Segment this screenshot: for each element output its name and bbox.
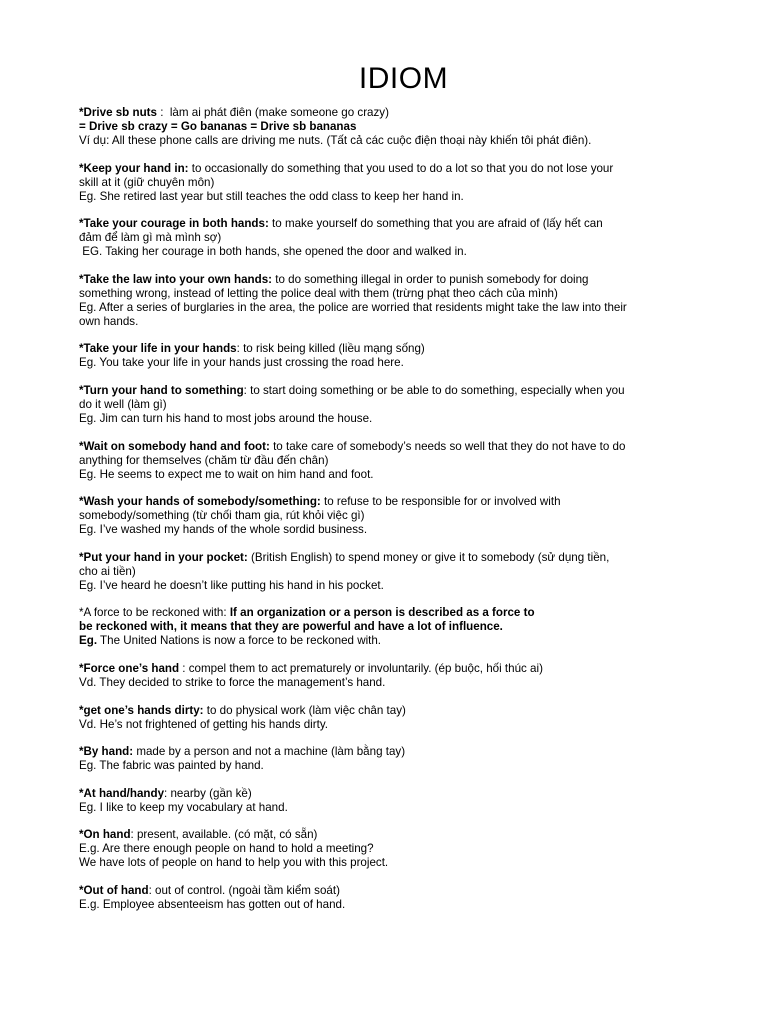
idiom-term: be reckoned with, it means that they are powerful and have a lot of influence. <box>79 620 503 634</box>
idiom-line <box>79 509 708 523</box>
idiom-line <box>79 759 708 773</box>
idiom-line <box>79 134 708 148</box>
idiom-text: Eg. She retired last year but still teaches the odd class to keep her hand in. <box>79 189 464 203</box>
idiom-text: We have lots of people on hand to help you with this project. <box>79 856 389 870</box>
idiom-text: : to risk being killed (liều mạng sống) <box>236 342 425 356</box>
idiom-entry <box>79 704 708 732</box>
idiom-line <box>79 523 708 537</box>
idiom-line <box>79 468 708 482</box>
idiom-line <box>79 828 708 842</box>
idiom-term: *get one’s hands dirty: <box>79 703 204 717</box>
idiom-line <box>79 398 708 412</box>
idiom-entry <box>79 606 708 648</box>
idiom-line <box>79 898 708 912</box>
idiom-line <box>79 273 708 287</box>
idiom-term: *Take your life in your hands <box>79 342 237 356</box>
idiom-line <box>79 162 708 176</box>
idiom-term: *Put your hand in your pocket: <box>79 550 248 564</box>
idiom-term: *Take the law into your own hands: <box>79 272 273 286</box>
idiom-text: to make yourself do something that you are afraid of (lấy hết can <box>268 217 603 231</box>
idiom-text: Eg. I’ve washed my hands of the whole sordid business. <box>79 523 368 537</box>
idiom-text: EG. Taking her courage in both hands, she opened the door and walked in. <box>79 245 467 259</box>
idiom-entry <box>79 745 708 773</box>
idiom-text: own hands. <box>79 314 139 328</box>
idiom-line <box>79 231 708 245</box>
idiom-term: *At hand/handy <box>79 786 165 800</box>
idiom-term: *Out of hand <box>79 883 149 897</box>
idiom-term: *Force one’s hand <box>79 661 180 675</box>
idiom-text: anything for themselves (chăm từ đầu đến chân) <box>79 453 329 467</box>
idiom-entry <box>79 273 708 329</box>
idiom-line <box>79 440 708 454</box>
idiom-term: *Turn your hand to something <box>79 383 244 397</box>
idiom-text: Vd. They decided to strike to force the management’s hand. <box>79 675 386 689</box>
idiom-text: The United Nations is now a force to be reckoned with. <box>97 634 382 648</box>
idiom-text: made by a person and not a machine (làm bằng tay) <box>133 745 406 759</box>
idiom-term: *By hand: <box>79 745 134 759</box>
idiom-line <box>79 315 708 329</box>
idiom-text: to refuse to be responsible for or involved with <box>320 495 561 509</box>
idiom-line <box>79 495 708 509</box>
idiom-term: *On hand <box>79 828 131 842</box>
idiom-term: *Take your courage in both hands: <box>79 217 269 231</box>
idiom-text: to do something illegal in order to punish somebody for doing <box>272 272 589 286</box>
idiom-line <box>79 801 708 815</box>
idiom-text: : present, available. (có mặt, có sẵn) <box>130 828 318 842</box>
idiom-entry <box>79 662 708 690</box>
idiom-text: Eg. Jim can turn his hand to most jobs around the house. <box>79 411 373 425</box>
idiom-text: Eg. The fabric was painted by hand. <box>79 759 264 773</box>
idiom-term: = Drive sb crazy = Go bananas = Drive sb bananas <box>79 120 357 133</box>
idiom-text: : compel them to act prematurely or involuntarily. (ép buộc, hối thúc ai) <box>179 661 543 675</box>
idiom-text: somebody/something (từ chối tham gia, rút khỏi việc gì) <box>79 509 365 523</box>
idiom-line <box>79 217 708 231</box>
idiom-text: E.g. Employee absenteeism has gotten out of hand. <box>79 897 346 911</box>
idiom-line <box>79 704 708 718</box>
idiom-line <box>79 384 708 398</box>
idiom-text: Eg. You take your life in your hands just crossing the road here. <box>79 356 404 370</box>
idiom-text: Ví dụ: All these phone calls are driving me nuts. (Tất cả các cuộc điện thoại này khiến tôi phát điên). <box>79 134 592 147</box>
idiom-line <box>79 342 708 356</box>
idiom-entry <box>79 106 708 148</box>
idiom-line <box>79 634 708 648</box>
idiom-text: Eg. I’ve heard he doesn’t like putting his hand in his pocket. <box>79 578 384 592</box>
idiom-line <box>79 454 708 468</box>
idiom-text: do it well (làm gì) <box>79 397 167 411</box>
idiom-line <box>79 565 708 579</box>
idiom-text: : nearby (gần kề) <box>164 786 252 800</box>
idiom-text: E.g. Are there enough people on hand to hold a meeting? <box>79 842 374 856</box>
idiom-entry <box>79 828 708 870</box>
idiom-line <box>79 606 708 620</box>
idiom-term: *Wait on somebody hand and foot: <box>79 439 270 453</box>
idiom-entry <box>79 384 708 426</box>
idiom-list <box>79 106 708 912</box>
idiom-text: : to start doing something or be able to do something, especially when you <box>243 383 625 397</box>
idiom-line <box>79 676 708 690</box>
idiom-line <box>79 842 708 856</box>
idiom-entry <box>79 495 708 537</box>
idiom-entry <box>79 787 708 815</box>
idiom-line <box>79 856 708 870</box>
idiom-text: something wrong, instead of letting the police deal with them (trừng phạt theo cách của mình) <box>79 286 558 300</box>
idiom-text: Eg. After a series of burglaries in the area, the police are worried that residents might take the law into their <box>79 300 627 314</box>
idiom-entry <box>79 217 708 259</box>
idiom-term: Eg. <box>79 634 98 648</box>
idiom-entry <box>79 440 708 482</box>
idiom-line <box>79 662 708 676</box>
idiom-text: Eg. I like to keep my vocabulary at hand. <box>79 800 288 814</box>
idiom-entry <box>79 884 708 912</box>
idiom-line <box>79 287 708 301</box>
idiom-line <box>79 412 708 426</box>
idiom-entry <box>79 551 708 593</box>
idiom-line <box>79 301 708 315</box>
idiom-line <box>79 120 708 134</box>
idiom-text: Vd. He’s not frightened of getting his hands dirty. <box>79 717 328 731</box>
idiom-term: *Wash your hands of somebody/something: <box>79 495 321 509</box>
idiom-line <box>79 356 708 370</box>
idiom-text: to do physical work (làm việc chân tay) <box>203 703 406 717</box>
idiom-line <box>79 718 708 732</box>
idiom-text: : làm ai phát điên (make someone go crazy) <box>156 106 389 119</box>
idiom-line <box>79 787 708 801</box>
idiom-line <box>79 884 708 898</box>
idiom-text: (British English) to spend money or give it to somebody (sử dụng tiền, <box>247 550 610 564</box>
idiom-text: skill at it (giữ chuyên môn) <box>79 175 215 189</box>
idiom-term: *Keep your hand in: <box>79 161 189 175</box>
idiom-line <box>79 176 708 190</box>
idiom-line <box>79 551 708 565</box>
page-title: IDIOM <box>358 62 449 95</box>
idiom-line <box>79 190 708 204</box>
idiom-line <box>79 106 708 120</box>
idiom-line <box>79 579 708 593</box>
idiom-text: to take care of somebody’s needs so well that they do not have to do <box>269 439 626 453</box>
idiom-text: cho ai tiền) <box>79 564 136 578</box>
idiom-line <box>79 745 708 759</box>
idiom-text: : out of control. (ngoài tầm kiểm soát) <box>148 883 340 897</box>
idiom-text: Eg. He seems to expect me to wait on him hand and foot. <box>79 467 374 481</box>
idiom-definition-bold: If an organization or a person is described as a force to <box>229 606 535 620</box>
idiom-text: đảm để làm gì mà mình sợ) <box>79 231 222 245</box>
idiom-line <box>79 245 708 259</box>
idiom-entry <box>79 342 708 370</box>
idiom-text: *A force to be reckoned with: <box>79 606 230 620</box>
idiom-term: *Drive sb nuts <box>79 106 157 119</box>
idiom-line <box>79 620 708 634</box>
idiom-text: to occasionally do something that you used to do a lot so that you do not lose your <box>188 161 614 175</box>
idiom-entry <box>79 162 708 204</box>
